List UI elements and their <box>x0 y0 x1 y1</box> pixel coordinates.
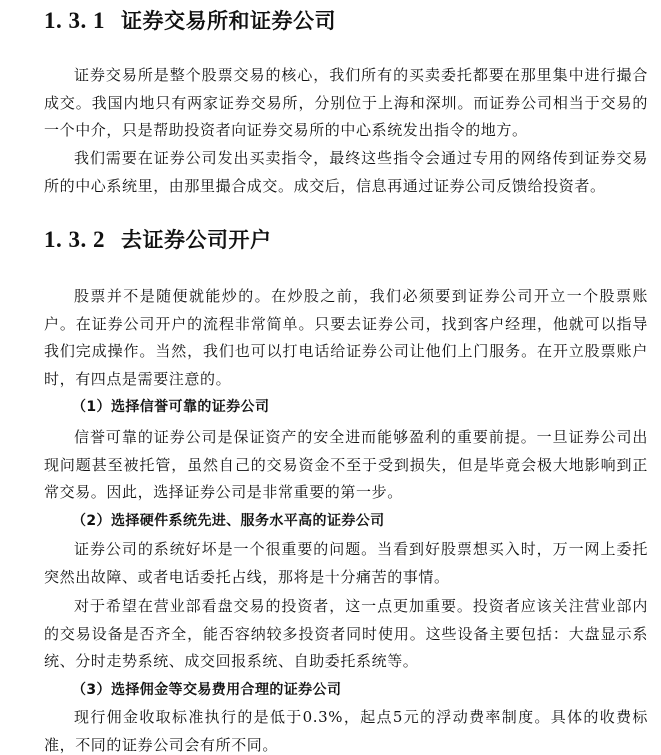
paragraph: 对于希望在营业部看盘交易的投资者，这一点更加重要。投资者应该关注营业部内的交易设备是否齐全，能否容纳较多投资者同时使用。这些设备主要包括：大盘显示系统、分时走势系统、成交回报系统、自助委托系统等。 <box>44 597 648 670</box>
section-title: 去证券公司开户 <box>121 227 272 252</box>
section-number: 1. 3. 1 <box>44 8 105 33</box>
section-title: 证券交易所和证券公司 <box>121 8 336 33</box>
subheading: （3）选择佣金等交易费用合理的证券公司 <box>72 682 342 698</box>
section-heading-1-3-2 <box>44 227 272 253</box>
paragraph: 证券交易所是整个股票交易的核心，我们所有的买卖委托都要在那里集中进行撮合成交。我国内地只有两家证券交易所，分别位于上海和深圳。而证券公司相当于交易的一个中介，只是帮助投资者向证券交易所的中心系统发出指令的地方。 <box>44 66 648 139</box>
paragraph: 证券公司的系统好坏是一个很重要的问题。当看到好股票想买入时，万一网上委托突然出故障、或者电话委托占线，那将是十分痛苦的事情。 <box>44 540 648 586</box>
subheading: （1）选择信誉可靠的证券公司 <box>72 399 270 415</box>
subheading: （2）选择硬件系统先进、服务水平高的证券公司 <box>72 513 385 529</box>
section-number: 1. 3. 2 <box>44 227 105 252</box>
paragraph: 股票并不是随便就能炒的。在炒股之前，我们必须要到证券公司开立一个股票账户。在证券公司开户的流程非常简单。只要去证券公司，找到客户经理，他就可以指导我们完成操作。当然，我们也可以打电话给证券公司让他们上门服务。在开立股票账户时，有四点是需要注意的。 <box>44 287 648 388</box>
paragraph: 现行佣金收取标准执行的是低于0.3%，起点5元的浮动费率制度。具体的收费标准，不同的证券公司会有所不同。 <box>44 708 648 754</box>
section-heading-1-3-1 <box>44 8 336 34</box>
paragraph: 信誉可靠的证券公司是保证资产的安全进而能够盈利的重要前提。一旦证券公司出现问题甚至被托管，虽然自己的交易资金不至于受到损失，但是毕竟会极大地影响到正常交易。因此，选择证券公司是非常重要的第一步。 <box>44 428 648 501</box>
paragraph: 我们需要在证券公司发出买卖指令，最终这些指令会通过专用的网络传到证券交易所的中心系统里，由那里撮合成交。成交后，信息再通过证券公司反馈给投资者。 <box>44 149 648 195</box>
